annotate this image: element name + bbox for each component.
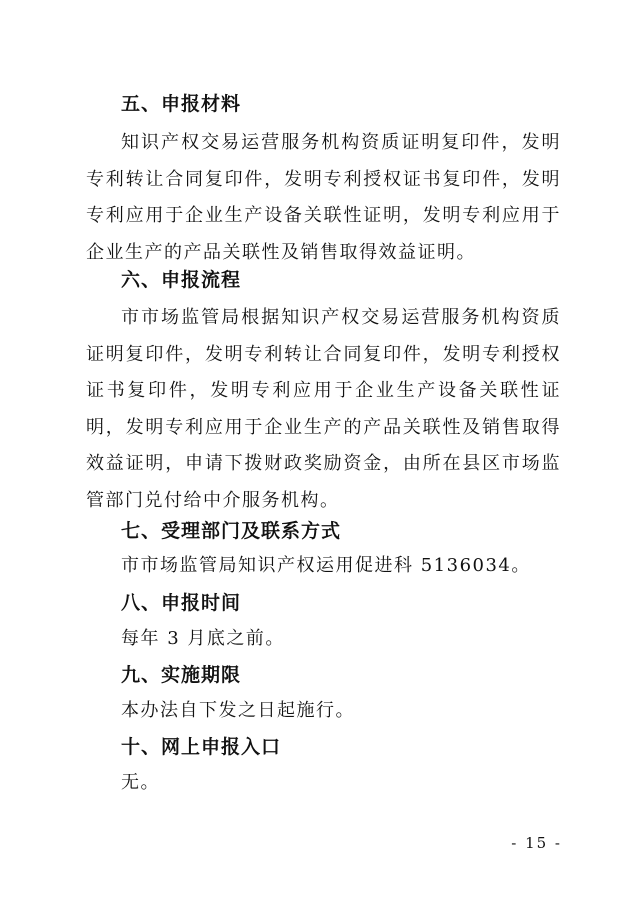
section-6-body: 市市场监管局根据知识产权交易运营服务机构资质证明复印件，发明专利转让合同复印件，发明专利授权证书复印件，发明专利应用于企业生产设备关联性证明，发明专利应用于企业生产的产品关联性及销售取得效益证明，申请下拨财政奖励资金，由所在县区市场监管部门兑付给中介服务机构。 (86, 307, 561, 511)
section-9-heading: 九、实施期限 (121, 664, 242, 686)
section-7-heading: 七、受理部门及联系方式 (121, 520, 342, 542)
section-10-heading: 十、网上申报入口 (121, 736, 282, 758)
section-7-body: 市市场监管局知识产权运用促进科 5136034。 (121, 555, 531, 576)
section-5-heading: 五、申报材料 (121, 93, 242, 115)
section-6-heading: 六、申报流程 (121, 269, 242, 291)
section-8-body: 每年 3 月底之前。 (121, 628, 285, 649)
section-10-body: 无。 (121, 772, 160, 793)
section-5-body: 知识产权交易运营服务机构资质证明复印件，发明专利转让合同复印件，发明专利授权证书复印件，发明专利应用于企业生产设备关联性证明，发明专利应用于企业生产的产品关联性及销售取得效益证明。 (86, 132, 561, 263)
page-number: - 15 - (511, 834, 562, 852)
section-8-heading: 八、申报时间 (121, 592, 242, 614)
section-9-body: 本办法自下发之日起施行。 (121, 700, 355, 721)
